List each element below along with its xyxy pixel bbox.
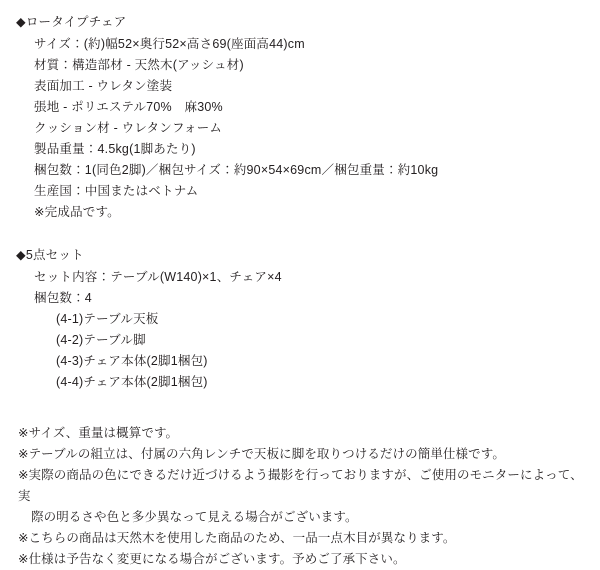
- section-five-piece-set: [16, 245, 584, 393]
- spec-product-weight: 製品重量：4.5kg(1脚あたり): [34, 142, 196, 156]
- notes-spacer: [16, 393, 584, 419]
- spec-package-count: 梱包数：4: [34, 291, 92, 305]
- package-item-table-top: (4-1)テーブル天板: [56, 312, 159, 326]
- spec-surface-finish: 表面加工 - ウレタン塗装: [34, 79, 173, 93]
- note-item: ※仕様は予告なく変更になる場合がございます。予めご了承下さい。: [18, 552, 406, 566]
- spec-package-info: 梱包数：1(同色2脚)／梱包サイズ：約90×54×69cm／梱包重量：約10kg: [34, 163, 439, 177]
- package-item-table-legs: (4-2)テーブル脚: [56, 333, 146, 347]
- note-item: ※こちらの商品は天然木を使用した商品のため、一品一点木目が異なります。: [18, 531, 456, 545]
- spec-size: サイズ：(約)幅52×奥行52×高さ69(座面高44)cm: [34, 37, 305, 51]
- spec-material: 材質：構造部材 - 天然木(アッシュ材): [34, 58, 244, 72]
- notes-list: [16, 423, 584, 570]
- section-heading: ◆ロータイプチェア: [16, 15, 127, 29]
- spec-country-of-origin: 生産国：中国またはベトナム: [34, 184, 199, 198]
- spec-cushion: クッション材 - ウレタンフォーム: [34, 121, 223, 135]
- package-item-chairs-1: (4-3)チェア本体(2脚1梱包): [56, 354, 208, 368]
- note-item: ※実際の商品の色にできるだけ近づけるよう撮影を行っておりますが、ご使用のモニターによって、実: [18, 468, 583, 503]
- spec-set-contents: セット内容：テーブル(W140)×1、チェア×4: [34, 270, 282, 284]
- section-heading: ◆5点セット: [16, 248, 84, 262]
- note-item: ※サイズ、重量は概算です。: [18, 426, 179, 440]
- spec-upholstery: 張地 - ポリエステル70% 麻30%: [34, 100, 223, 114]
- spec-assembled-note: ※完成品です。: [34, 205, 120, 219]
- section-low-type-chair: [16, 12, 584, 223]
- section-spacer: [16, 223, 584, 245]
- package-item-chairs-2: (4-4)チェア本体(2脚1梱包): [56, 375, 208, 389]
- note-item-continuation: 際の明るさや色と多少異なって見える場合がございます。: [31, 510, 358, 524]
- note-item: ※テーブルの組立は、付属の六角レンチで天板に脚を取りつけるだけの簡単仕様です。: [18, 447, 505, 461]
